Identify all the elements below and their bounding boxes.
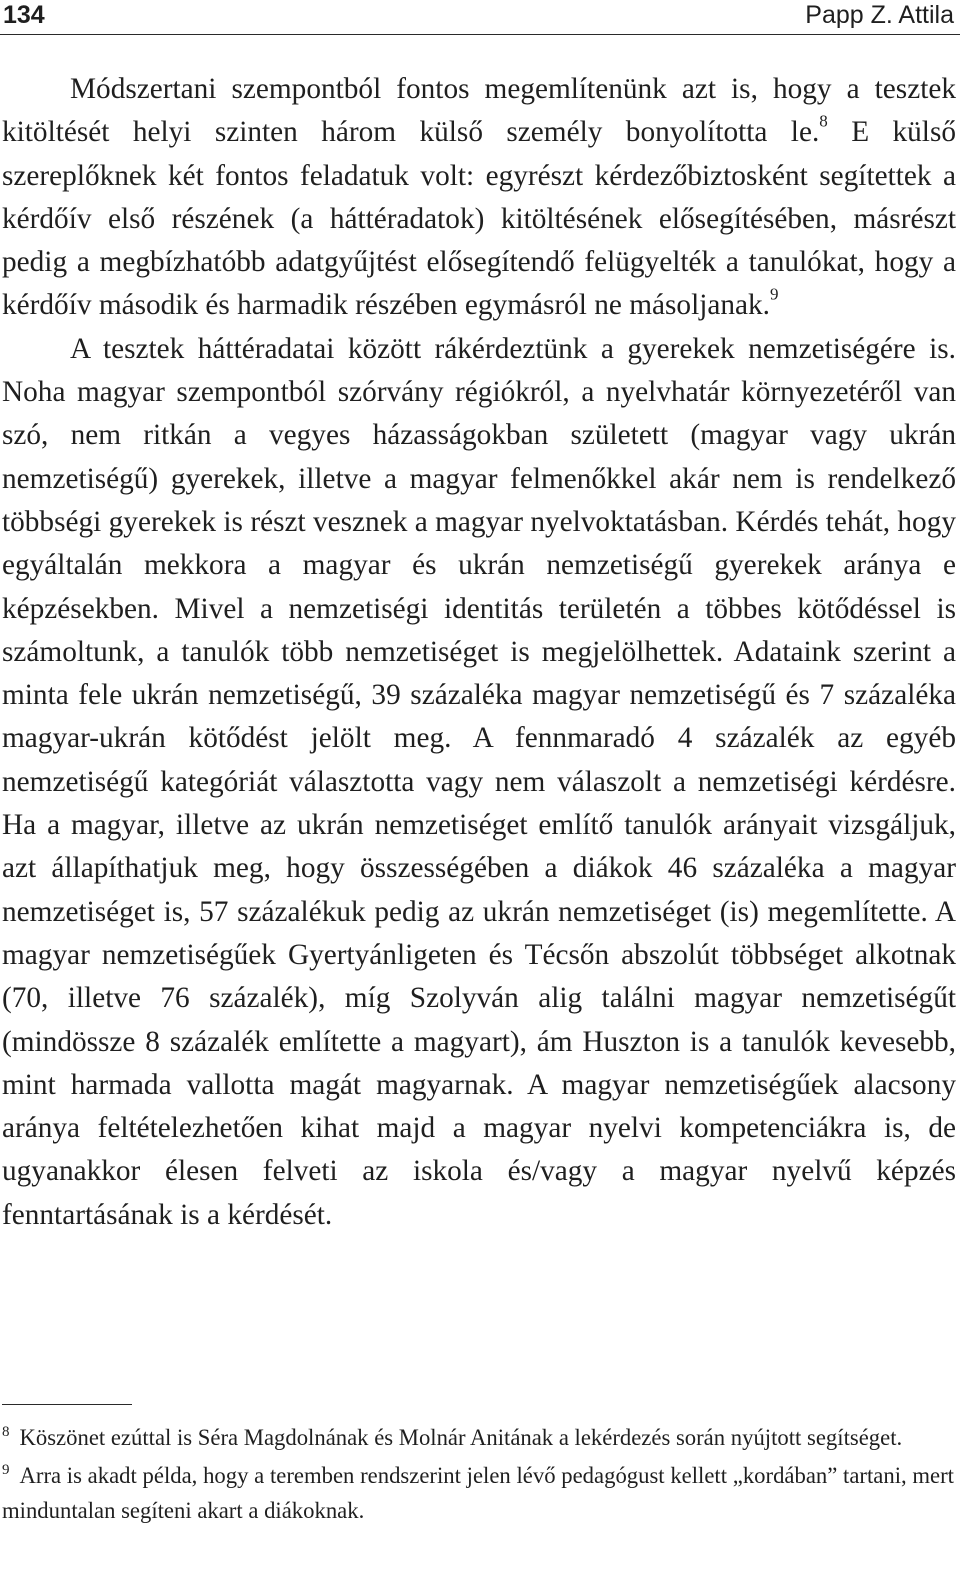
paragraph-1 bbox=[2, 68, 956, 328]
footnote-ref-9: 9 bbox=[770, 285, 779, 305]
paragraph-1-text-b: E külső szereplőknek két fontos feladatuk volt: egyrészt kérdezőbiztosként segítettek a kérdőív első részének (a háttéradatok) kitöltésének elősegítésében, másrészt pedig a megbízhatóbb adatgyűjtést elősegítendő felügyelték a tanulókat, hogy a kérdőív második és harmadik részében egymásról ne másoljanak. bbox=[2, 116, 956, 322]
footnote-9 bbox=[2, 1458, 954, 1528]
body-text bbox=[2, 68, 956, 1237]
footnote-8 bbox=[2, 1420, 954, 1455]
footnote-number: 8 bbox=[2, 1424, 10, 1440]
footnote-text: Arra is akadt példa, hogy a teremben rendszerint jelen lévő pedagógust kellett „kordában” tartani, mert minduntalan segíteni akart a diákoknak. bbox=[2, 1463, 954, 1523]
paragraph-1-text-a: Módszertani szempontból fontos megemlítenünk azt is, hogy a tesztek kitöltését helyi szinten három külső személy bonyolította le. bbox=[2, 73, 956, 149]
footnote-number: 9 bbox=[2, 1462, 10, 1478]
footnote-divider bbox=[2, 1404, 132, 1405]
paragraph-2: A tesztek háttéradatai között rákérdeztünk a gyerekek nemzetiségére is. Noha magyar szempontból szórvány régiókról, a nyelvhatár környezetéről van szó, nem ritkán a vegyes házasságokban született (magyar vagy ukrán nemzetiségű) gyerekek, illetve a magyar felmenőkkel akár nem is rendelkező többségi gyerekek is részt vesznek a magyar nyelvoktatásban. Kérdés tehát, hogy egyáltalán mekkora a magyar és ukrán nemzetiségű gyerekek aránya e képzésekben. Mivel a nemzetiségi identitás területén a többes kötődéssel is számoltunk, a tanulók több nemzetiséget is megjelölhettek. Adataink szerint a minta fele ukrán nemzetiségű, 39 százaléka magyar nemzetiségű és 7 százaléka magyar-ukrán kötődést jelölt meg. A fennmaradó 4 százalék az egyéb nemzetiségű kategóriát választotta vagy nem válaszolt a nemzetiségi kérdésre. Ha a magyar, illetve az ukrán nemzetiséget említő tanulók arányait vizsgáljuk, azt állapíthatjuk meg, hogy összességében a diákok 46 százaléka a magyar nemzetiséget is, 57 százalékuk pedig az ukrán nemzetiséget (is) megemlítette. A magyar nemzetiségűek Gyertyánligeten és Técsőn abszolút többséget alkotnak (70, illetve 76 százalék), míg Szolyván alig találni magyar nemzetiségűt (mindössze 8 százalék említette a magyart), ám Huszton is a tanulók kevesebb, mint harmada vallotta magát magyarnak. A magyar nemzetiségűek alacsony aránya feltételezhetően kihat majd a magyar nyelvi kompetenciákra is, de ugyanakkor élesen felveti az iskola és/vagy a magyar nyelvű képzés fenntartásának is a kérdését. bbox=[2, 332, 956, 1231]
page-number: 134 bbox=[3, 1, 45, 29]
page-header bbox=[0, 0, 960, 35]
footnote-text: Köszönet ezúttal is Séra Magdolnának és Molnár Anitának a lekérdezés során nyújtott segítséget. bbox=[19, 1425, 903, 1450]
running-head: Papp Z. Attila bbox=[805, 1, 954, 29]
footnote-ref-8: 8 bbox=[819, 111, 828, 131]
footnotes bbox=[2, 1420, 954, 1531]
